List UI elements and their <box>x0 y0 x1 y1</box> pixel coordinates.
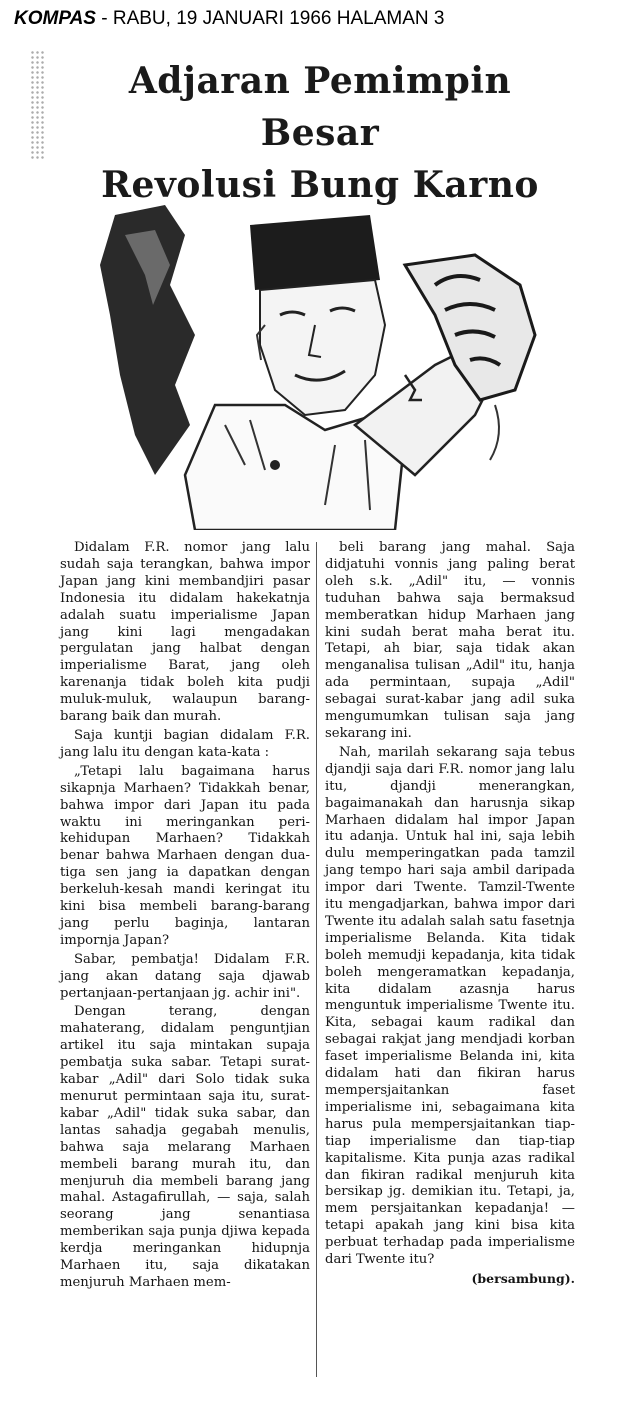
paragraph: beli barang jang mahal. Saja didjatuhi vonnis jang paling berat oleh s.k. „Adil" itu, — vonnis tuduhan bahwa saja bermaksud memberatkan hidup Marhaen jang kini sudah berat maha berat itu. Tetapi, ah biar, saja tidak akan menganalisa tulisan „Adil" itu, hanja ada permintaan, supaja „Adil" sebagai surat-kabar jang adil suka mengumumkan tulisan saja jang sekarang ini. <box>325 540 575 741</box>
dateline: - RABU, 19 JANUARI 1966 HALAMAN 3 <box>95 8 445 29</box>
article-left-column <box>60 540 310 1292</box>
headline-line-2: Revolusi Bung Karno <box>101 164 539 206</box>
paragraph: Nah, marilah sekarang saja tebus djandji saja dari F.R. nomor jang lalu itu, djandji menerangkan, bagaimanakah dan harusnja sikap Marhaen didalam hal impor Japan itu adanja. Untuk hal ini, saja lebih dulu memperingatkan pada tamzil jang tempo hari saja ambil daripada impor dari Twente. Tamzil-Twente itu mengadjarkan, bahwa impor dari Twente itu adalah salah satu fasetnja imperialisme Belanda. Kita tidak boleh memudji kepadanja, kita tidak boleh mengeramatkan kepadanja, kita didalam azasnja harus menguntuk imperialisme Twente itu. Kita, sebagai kaum radikal dan sebagai rakjat jang mendjadi korban faset imperialisme Belanda ini, kita didalam hati dan fikiran harus mempersjaitankan faset imperialisme ini, sebagaimana kita harus pula mempersjaitankan tiap-tiap imperialisme dan tiap-tiap kapitalisme. Kita punja azas radikal dan fikiran radikal menjuruh kita bersikap jg. demikian itu. Tetapi, ja, mem persjaitankan kepadanja! — tetapi apakah jang kini bisa kita perbuat terhadap pada imperialisme dari Twente itu? <box>325 744 575 1268</box>
paragraph: Dengan terang, dengan mahaterang, didalam penguntjian artikel itu saja mintakan supaja pembatja suka sabar. Tetapi surat-kabar „Adil" dari Solo tidak suka menurut permintaan saja itu, surat-kabar „Adil" tidak suka sabar, dan lantas sahadja gegabah menulis, bahwa saja melarang Marhaen membeli barang murah itu, dan menjuruh dia membeli barang jang mahal. Astagafirullah, — saja, salah seorang jang senantiasa memberikan saja punja djiwa kepada kerdja meringankan hidupnja Marhaen itu, saja dikatakan menjuruh Marhaen mem- <box>60 1004 310 1290</box>
paragraph: Didalam F.R. nomor jang lalu sudah saja terangkan, bahwa impor Japan jang kini membandjiri pasar Indonesia itu didalam hakekatnja adalah suatu imperialisme Japan jang kini lagi mengadakan pergulatan jang halbat dengan imperialisme Barat, jang oleh karenanja tidak boleh kita pudji muluk-muluk, walaupun barang-barang baik dan murah. <box>60 540 310 725</box>
newspaper-brand: KOMPAS <box>14 8 96 29</box>
paragraph: „Tetapi lalu bagaimana harus sikapnja Marhaen? Tidakkah benar, bahwa impor dari Japan itu pada waktu ini meringankan peri-kehidupan Marhaen? Tidakkah benar bahwa Marhaen dengan dua-tiga sen jang ia dapatkan dengan berkeluh-kesah mandi keringat itu kini bisa membeli barang-barang jang perlu baginja, lantaran impornja Japan? <box>60 763 310 948</box>
scan-noise-decoration <box>30 50 44 160</box>
article-right-column <box>325 540 575 1288</box>
headline-line-1: Adjaran Pemimpin Besar <box>128 60 512 154</box>
column-divider <box>316 542 317 1377</box>
paragraph: Saja kuntji bagian didalam F.R. jang lalu itu dengan kata-kata : <box>60 727 310 760</box>
portrait-sketch-icon <box>75 175 555 530</box>
newspaper-header <box>14 8 444 30</box>
paragraph: Sabar, pembatja! Didalam F.R. jang akan datang saja djawab pertanjaan-pertanjaan jg. achir ini". <box>60 951 310 1001</box>
to-be-continued-note: (bersambung). <box>471 1270 575 1286</box>
